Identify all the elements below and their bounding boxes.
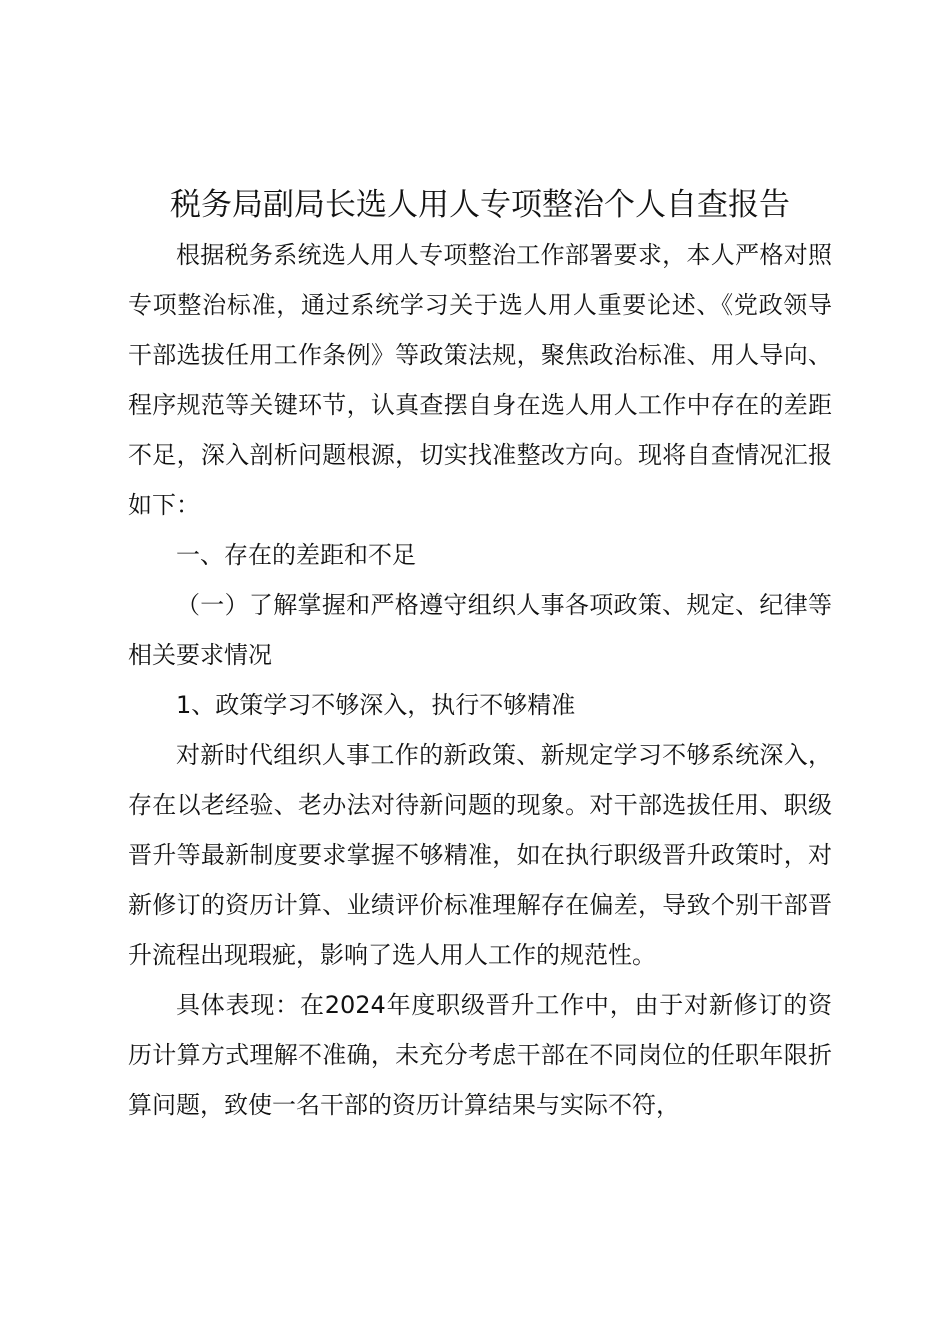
body-paragraph-details: 具体表现：在2024年度职级晋升工作中，由于对新修订的资历计算方式理解不准确，未充分考虑干部在不同岗位的任职年限折算问题，致使一名干部的资历计算结果与实际不符， bbox=[128, 991, 832, 1119]
document-page bbox=[128, 180, 832, 1130]
body-paragraph: 对新时代组织人事工作的新政策、新规定学习不够系统深入，存在以老经验、老办法对待新问题的现象。对干部选拔任用、职级晋升等最新制度要求掌握不够精准，如在执行职级晋升政策时，对新修订的资历计算、业绩评价标准理解存在偏差，导致个别干部晋升流程出现瑕疵，影响了选人用人工作的规范性。 bbox=[128, 741, 832, 969]
item-heading: 1、政策学习不够深入，执行不够精准 bbox=[176, 691, 576, 719]
intro-paragraph: 根据税务系统选人用人专项整治工作部署要求，本人严格对照专项整治标准，通过系统学习关于选人用人重要论述、《党政领导干部选拔任用工作条例》等政策法规，聚焦政治标准、用人导向、程序规范等关键环节，认真查摆自身在选人用人工作中存在的差距不足，深入剖析问题根源，切实找准整改方向。现将自查情况汇报如下： bbox=[128, 241, 832, 519]
document-title: 税务局副局长选人用人专项整治个人自查报告 bbox=[170, 187, 790, 223]
section-heading: 一、存在的差距和不足 bbox=[176, 541, 416, 569]
subsection-heading: （一）了解掌握和严格遵守组织人事各项政策、规定、纪律等相关要求情况 bbox=[128, 591, 832, 669]
